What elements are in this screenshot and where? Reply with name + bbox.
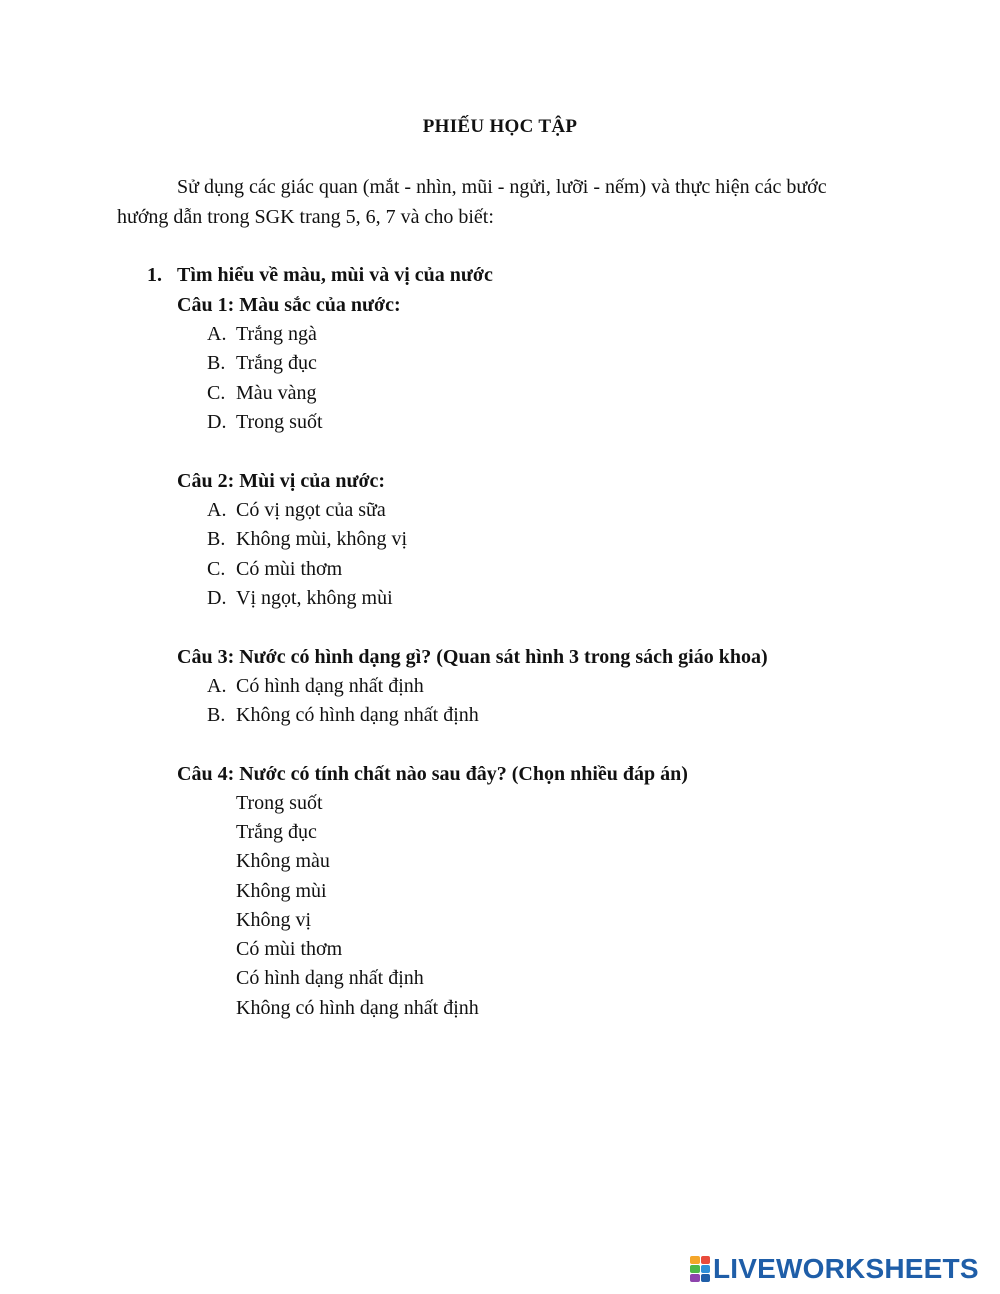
logo-block-4 <box>701 1265 711 1273</box>
logo-block-5 <box>690 1274 700 1282</box>
option-letter: A. <box>207 675 227 697</box>
question-4-option-5[interactable]: Không vị <box>236 909 311 931</box>
option-letter: C. <box>207 382 226 404</box>
section-title: Tìm hiểu về màu, mùi và vị của nước <box>177 264 493 286</box>
option-letter: B. <box>207 352 226 374</box>
option-text: Không có hình dạng nhất định <box>236 704 479 726</box>
intro-line-1: Sử dụng các giác quan (mắt - nhìn, mũi - ngửi, lưỡi - nếm) và thực hiện các bước <box>177 176 827 198</box>
option-letter: B. <box>207 704 226 726</box>
question-3-option-b[interactable] <box>207 704 479 727</box>
question-4-option-4[interactable]: Không mùi <box>236 880 327 902</box>
question-2-option-d[interactable] <box>207 587 393 610</box>
question-2-option-a[interactable] <box>207 499 386 522</box>
option-text: Trong suốt <box>236 411 323 433</box>
question-3-option-a[interactable] <box>207 675 424 698</box>
option-text: Có hình dạng nhất định <box>236 675 424 697</box>
question-2-option-b[interactable] <box>207 528 407 551</box>
question-4-option-6[interactable]: Có mùi thơm <box>236 938 343 960</box>
option-text: Vị ngọt, không mùi <box>236 587 393 609</box>
option-text: Màu vàng <box>236 382 317 404</box>
question-4-label: Câu 4: Nước có tính chất nào sau đây? (Chọn nhiều đáp án) <box>177 763 688 785</box>
option-text: Có vị ngọt của sữa <box>236 499 386 521</box>
question-1-option-d[interactable] <box>207 411 323 434</box>
question-2-label: Câu 2: Mùi vị của nước: <box>177 470 386 492</box>
option-letter: A. <box>207 499 227 521</box>
option-letter: D. <box>207 587 227 609</box>
option-letter: D. <box>207 411 227 433</box>
worksheet-title: PHIẾU HỌC TẬP <box>422 116 578 137</box>
intro-line-2: hướng dẫn trong SGK trang 5, 6, 7 và cho biết: <box>117 206 494 228</box>
option-text: Có mùi thơm <box>236 558 343 580</box>
liveworksheets-logo-text: LIVEWORKSHEETS <box>713 1253 979 1284</box>
question-4-option-3[interactable]: Không màu <box>236 850 330 872</box>
logo-block-2 <box>701 1256 711 1264</box>
option-text: Trắng đục <box>236 352 317 374</box>
option-text: Trắng ngà <box>236 323 317 345</box>
question-1-option-a[interactable] <box>207 323 317 346</box>
question-4-option-7[interactable]: Có hình dạng nhất định <box>236 967 424 989</box>
question-1-option-b[interactable] <box>207 352 317 375</box>
liveworksheets-logo-icon <box>690 1256 710 1282</box>
option-text: Không mùi, không vị <box>236 528 408 550</box>
question-1-label: Câu 1: Màu sắc của nước: <box>177 294 401 316</box>
option-letter: C. <box>207 558 226 580</box>
logo-block-1 <box>690 1256 700 1264</box>
question-3-label: Câu 3: Nước có hình dạng gì? (Quan sát hình 3 trong sách giáo khoa) <box>177 646 768 668</box>
question-1-option-c[interactable] <box>207 382 317 405</box>
question-4-option-2[interactable]: Trắng đục <box>236 821 317 843</box>
logo-block-6 <box>701 1274 711 1282</box>
question-2-option-c[interactable] <box>207 558 342 581</box>
question-4-option-1[interactable]: Trong suốt <box>236 792 323 814</box>
question-4-option-8[interactable]: Không có hình dạng nhất định <box>236 997 479 1019</box>
section-number: 1. <box>147 264 162 286</box>
liveworksheets-logo[interactable] <box>690 1254 979 1284</box>
option-letter: B. <box>207 528 226 550</box>
option-letter: A. <box>207 323 227 345</box>
logo-block-3 <box>690 1265 700 1273</box>
